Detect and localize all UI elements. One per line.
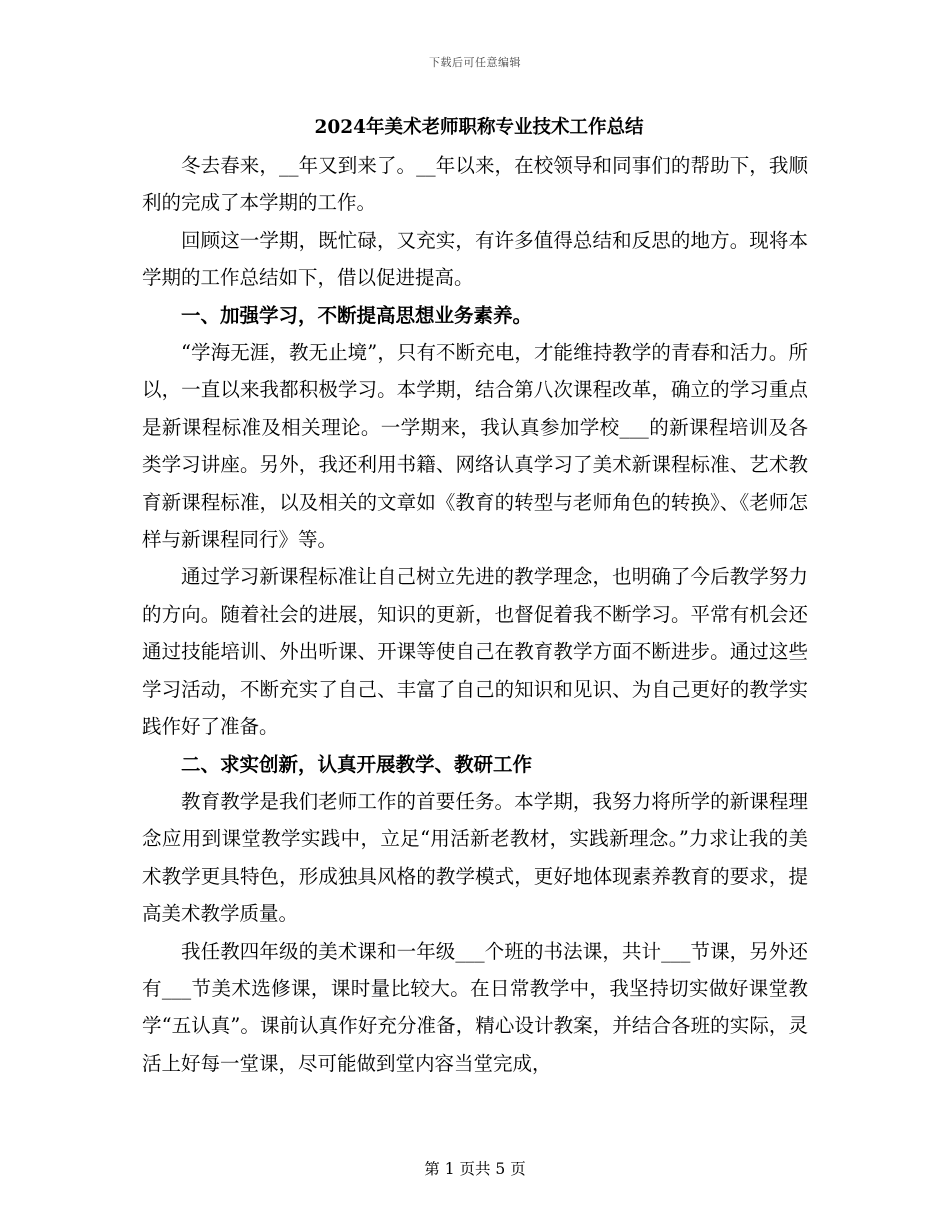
document-body: [142, 114, 808, 1082]
paragraph-learning: “学海无涯，教无止境”，只有不断充电，才能维持教学的青春和活力。所以，一直以来我都积极学习。本学期，结合第八次课程改革，确立的学习重点是新课程标准及相关理论。一学期来，我认真参加学校___的新课程培训及各类学习讲座。另外，我还利用书籍、网络认真学习了美术新课程标准、艺术教育新课程标准，以及相关的文章如《教育的转型与老师角色的转换》、《老师怎样与新课程同行》等。: [142, 341, 808, 552]
paragraph-intro: 冬去春来，__年又到来了。__年以来，在校领导和同事们的帮助下，我顺利的完成了本学期的工作。: [142, 154, 808, 215]
document-title: 2024年美术老师职称专业技术工作总结: [314, 117, 644, 138]
paragraph-teaching: 教育教学是我们老师工作的首要任务。本学期，我努力将所学的新课程理念应用到课堂教学实践中，立足“用活新老教材，实践新理念。”力求让我的美术教学更具特色，形成独具风格的教学模式，更好地体现素养教育的要求，提高美术教学质量。: [142, 789, 808, 926]
page-header-note: 下载后可任意编辑: [429, 56, 521, 69]
paragraph-classes: 我任教四年级的美术课和一年级___个班的书法课，共计___节课，另外还有___节美术选修课，课时量比较大。在日常教学中，我坚持切实做好课堂教学“五认真”。课前认真作好充分准备，精心设计教案，并结合各班的实际，灵活上好每一堂课，尽可能做到堂内容当堂完成，: [142, 939, 808, 1075]
paragraph-standards: 通过学习新课程标准让自己树立先进的教学理念，也明确了今后教学努力的方向。随着社会的进展，知识的更新，也督促着我不断学习。平常有机会还通过技能培训、外出听课、开课等使自己在教育教学方面不断进步。通过这些学习活动，不断充实了自己、丰富了自己的知识和见识、为自己更好的教学实践作好了准备。: [142, 565, 808, 739]
section-heading-2: 二、求实创新，认真开展教学、教研工作: [181, 752, 533, 776]
section-heading-1: 一、加强学习，不断提高思想业务素养。: [181, 303, 533, 327]
page-number-footer: 第 1 页共 5 页: [424, 1160, 526, 1178]
paragraph-review: 回顾这一学期，既忙碌，又充实，有许多值得总结和反思的地方。现将本学期的工作总结如下，借以促进提高。: [142, 228, 808, 290]
